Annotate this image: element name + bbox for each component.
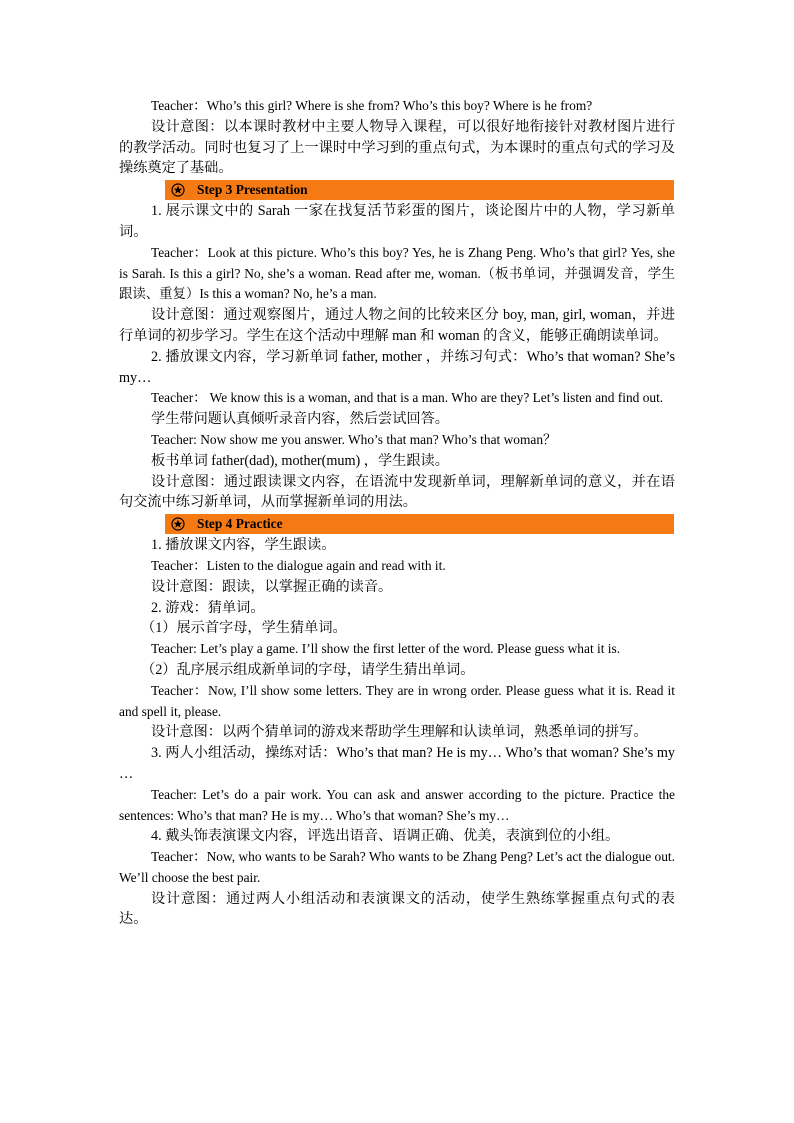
paragraph: （1）展示首字母，学生猜单词。 <box>141 620 347 637</box>
paragraph: 学生带问题认真倾听录音内容，然后尝试回答。 <box>151 411 449 428</box>
paragraph: Teacher: Let’s play a game. I’ll show the first letter of the word. Please guess what it is. <box>151 641 621 657</box>
paragraph: 3. 两人小组活动，操练对话：Who’s that man? He is my… Who’s that woman? She’s my … <box>119 745 675 782</box>
paragraph: Teacher：Look at this picture. Who’s this boy? Yes, he is Zhang Peng. Who’s that girl? Yes, she is Sarah. Is this a girl? No, she’s a woman. Read after me, woman.（板书单词，并强调发音，学生跟读、重复）Is this a woman? No, he’s a man. <box>119 244 675 302</box>
section-header-step3 <box>165 180 674 200</box>
paragraph: 4. 戴头饰表演课文内容，评选出语音、语调正确、优美，表演到位的小组。 <box>151 828 620 845</box>
paragraph: 2. 播放课文内容，学习新单词 father, mother ，并练习句式：Who’s that woman? She’s my… <box>119 348 675 386</box>
paragraph: 设计意图：以两个猜单词的游戏来帮助学生理解和认读单词，熟悉单词的拼写。 <box>151 724 648 741</box>
paragraph: 设计意图：通过跟读课文内容，在语流中发现新单词，理解新单词的意义，并在语句交流中练习新单词，从而掌握新单词的用法。 <box>119 473 675 511</box>
section-title: Step 3 Presentation <box>197 182 308 198</box>
paragraph: Teacher：Who’s this girl? Where is she from? Who’s this boy? Where is he from? <box>151 98 593 113</box>
paragraph: 2. 游戏：猜单词。 <box>151 599 265 616</box>
paragraph: 1. 展示课文中的 Sarah 一家在找复活节彩蛋的图片，谈论图片中的人物，学习新单词。 <box>119 203 675 240</box>
paragraph: Teacher: Let’s do a pair work. You can ask and answer according to the picture. Practice the sentences: Who’s that man? He is my… Who’s that woman? She’s my… <box>119 786 675 823</box>
section-title: Step 4 Practice <box>197 516 283 532</box>
paragraph: Teacher： We know this is a woman, and that is a man. Who are they? Let’s listen and find out. <box>151 390 664 406</box>
paragraph: 设计意图：通过观察图片，通过人物之间的比较来区分 boy, man, girl, woman，并进行单词的初步学习。学生在这个活动中理解 man 和 woman 的含义，能够正确朗读单词。 <box>119 307 675 344</box>
paragraph: Teacher：Listen to the dialogue again and read with it. <box>151 557 446 573</box>
paragraph: 1. 播放课文内容，学生跟读。 <box>151 537 336 554</box>
paragraph: 设计意图：通过两人小组活动和表演课文的活动，使学生熟练掌握重点句式的表达。 <box>119 890 675 928</box>
paragraph: Teacher：Now, I’ll show some letters. They are in wrong order. Please guess what it is. Read it and spell it, please. <box>119 682 675 719</box>
paragraph: 板书单词 father(dad), mother(mum) ，学生跟读。 <box>151 452 449 469</box>
section-header-step4 <box>165 514 674 534</box>
document-page <box>119 96 675 930</box>
paragraph: （2）乱序展示组成新单词的字母，请学生猜出单词。 <box>141 661 475 678</box>
paragraph: 设计意图：以本课时教材中主要人物导入课程，可以很好地衔接针对教材图片进行的教学活动。同时也复习了上一课时中学习到的重点句式，为本课时的重点句式的学习及操练奠定了基础。 <box>119 118 675 177</box>
paragraph: Teacher: Now show me you answer. Who’s that man? Who’s that woman？ <box>151 431 557 447</box>
star-bullet-icon <box>171 183 185 197</box>
paragraph: 设计意图：跟读，以掌握正确的读音。 <box>151 578 393 595</box>
paragraph: Teacher：Now, who wants to be Sarah? Who wants to be Zhang Peng? Let’s act the dialogue out. We’ll choose the best pair. <box>119 849 675 885</box>
star-bullet-icon <box>171 517 185 531</box>
